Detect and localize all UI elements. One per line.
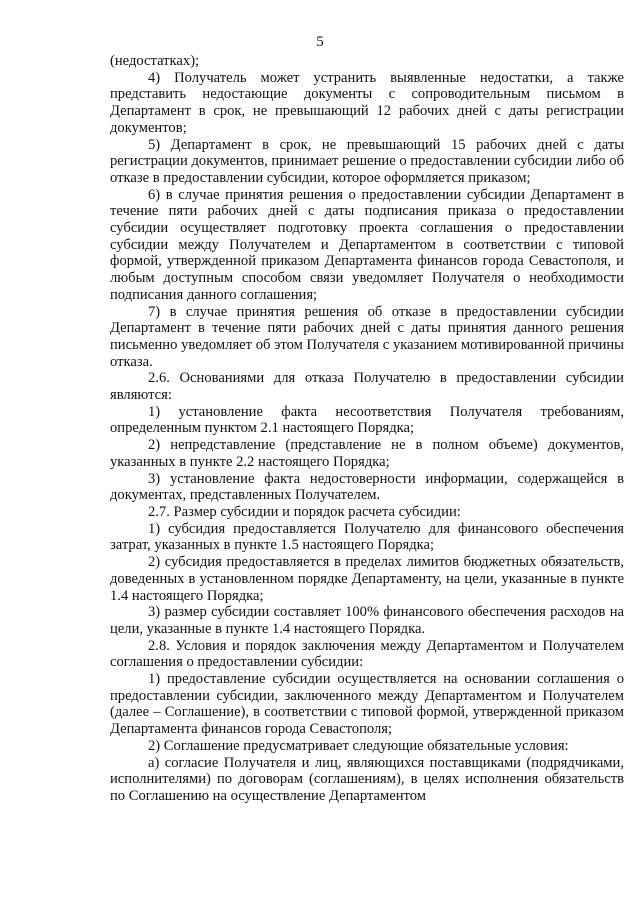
paragraph: а) согласие Получателя и лиц, являющихся поставщиками (подрядчиками, исполнителями) по договорам (соглашениям), в целях исполнения обязательств по Соглашению на осуществление Департаментом [110, 754, 624, 804]
paragraph: 7) в случае принятия решения об отказе в предоставлении субсидии Департамент в течение пяти рабочих дней с даты принятия данного решения письменно уведомляет об этом Получателя с указанием мотивированной причины отказа. [110, 303, 624, 370]
paragraph: 3) установление факта недостоверности информации, содержащейся в документах, представленных Получателем. [110, 470, 624, 504]
paragraph: 1) предоставление субсидии осуществляется на основании соглашения о предоставлении субсидии, заключенного между Департаментом и Получателем (далее – Соглашение), в соответствии с типовой формой, утвержденной приказом Департамента финансов города Севастополя; [110, 671, 624, 738]
section-heading: 2.6. Основаниями для отказа Получателю в предоставлении субсидии являются: [110, 370, 624, 404]
paragraph: 1) установление факта несоответствия Получателя требованиям, определенным пунктом 2.1 настоящего Порядка; [110, 403, 624, 437]
section-heading: 2.8. Условия и порядок заключения между Департаментом и Получателем соглашения о предоставлении субсидии: [110, 637, 624, 671]
paragraph: 3) размер субсидии составляет 100% финансового обеспечения расходов на цели, указанные в пункте 1.4 настоящего Порядка. [110, 604, 624, 637]
paragraph: 6) в случае принятия решения о предоставлении субсидии Департамент в течение пяти рабочих дней с даты подписания приказа о предоставлении субсидии осуществляет подготовку проекта соглашения о предоставлении субсидии между Получателем и Департаментом в соответствии с типовой формой, утвержденной приказом Департамента финансов города Севастополя, и любым доступным способом связи уведомляет Получателя о необходимости подписания данного соглашения; [110, 186, 624, 303]
paragraph: 2) Соглашение предусматривает следующие обязательные условия: [148, 737, 569, 754]
document-body [110, 53, 624, 805]
paragraph: 4) Получатель может устранить выявленные недостатки, а также представить недостающие документы с сопроводительным письмом в Департамент в срок, не превышающий 12 рабочих дней с даты регистрации документов; [110, 69, 624, 136]
page-number: 5 [316, 34, 324, 50]
paragraph: 1) субсидия предоставляется Получателю для финансового обеспечения затрат, указанных в пункте 1.5 настоящего Порядка; [110, 520, 624, 554]
paragraph: 2) субсидия предоставляется в пределах лимитов бюджетных обязательств, доведенных в установленном порядке Департаменту, на цели, указанные в пункте 1.4 настоящего Порядка; [110, 554, 624, 604]
paragraph: 2) непредставление (представление не в полном объеме) документов, указанных в пункте 2.2 настоящего Порядка; [110, 437, 624, 470]
paragraph: 5) Департамент в срок, не превышающий 15 рабочих дней с даты регистрации документов, принимает решение о предоставлении субсидии либо об отказе в предоставлении субсидии, которое оформляется приказом; [110, 136, 624, 186]
paragraph: (недостатках); [110, 53, 200, 69]
section-heading: 2.7. Размер субсидии и порядок расчета субсидии: [148, 503, 461, 520]
